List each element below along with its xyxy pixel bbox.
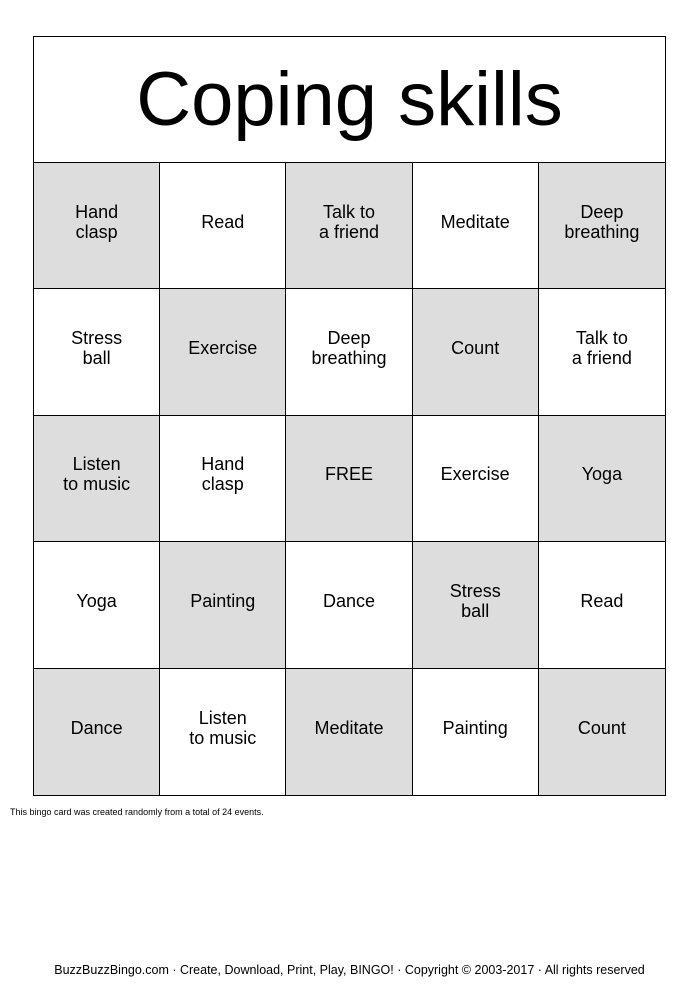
bingo-cell: Hand clasp: [160, 416, 286, 542]
bingo-cell: Painting: [160, 542, 286, 668]
bingo-cell: Meditate: [413, 163, 539, 289]
bingo-cell-free: FREE: [286, 416, 412, 542]
bingo-cell: Yoga: [34, 542, 160, 668]
bingo-cell: Listen to music: [160, 669, 286, 795]
bingo-cell: Dance: [34, 669, 160, 795]
bingo-cell: Exercise: [413, 416, 539, 542]
bingo-cell: Hand clasp: [34, 163, 160, 289]
random-note: This bingo card was created randomly from a total of 24 events.: [10, 807, 264, 817]
bingo-cell: Listen to music: [34, 416, 160, 542]
bingo-cell: Talk to a friend: [286, 163, 412, 289]
bingo-cell: Count: [413, 289, 539, 415]
bingo-grid: [34, 163, 665, 795]
bingo-cell: Talk to a friend: [539, 289, 665, 415]
bingo-cell: Deep breathing: [539, 163, 665, 289]
card-title: Coping skills: [34, 37, 665, 163]
bingo-cell: Read: [160, 163, 286, 289]
bingo-cell: Stress ball: [413, 542, 539, 668]
bingo-cell: Dance: [286, 542, 412, 668]
bingo-cell: Count: [539, 669, 665, 795]
bingo-cell: Read: [539, 542, 665, 668]
bingo-cell: Painting: [413, 669, 539, 795]
bingo-cell: Deep breathing: [286, 289, 412, 415]
bingo-cell: Exercise: [160, 289, 286, 415]
bingo-card: [33, 36, 666, 796]
bingo-cell: Stress ball: [34, 289, 160, 415]
bingo-cell: Meditate: [286, 669, 412, 795]
page-footer: BuzzBuzzBingo.com · Create, Download, Print, Play, BINGO! · Copyright © 2003-2017 · All rights reserved: [54, 963, 645, 977]
bingo-cell: Yoga: [539, 416, 665, 542]
